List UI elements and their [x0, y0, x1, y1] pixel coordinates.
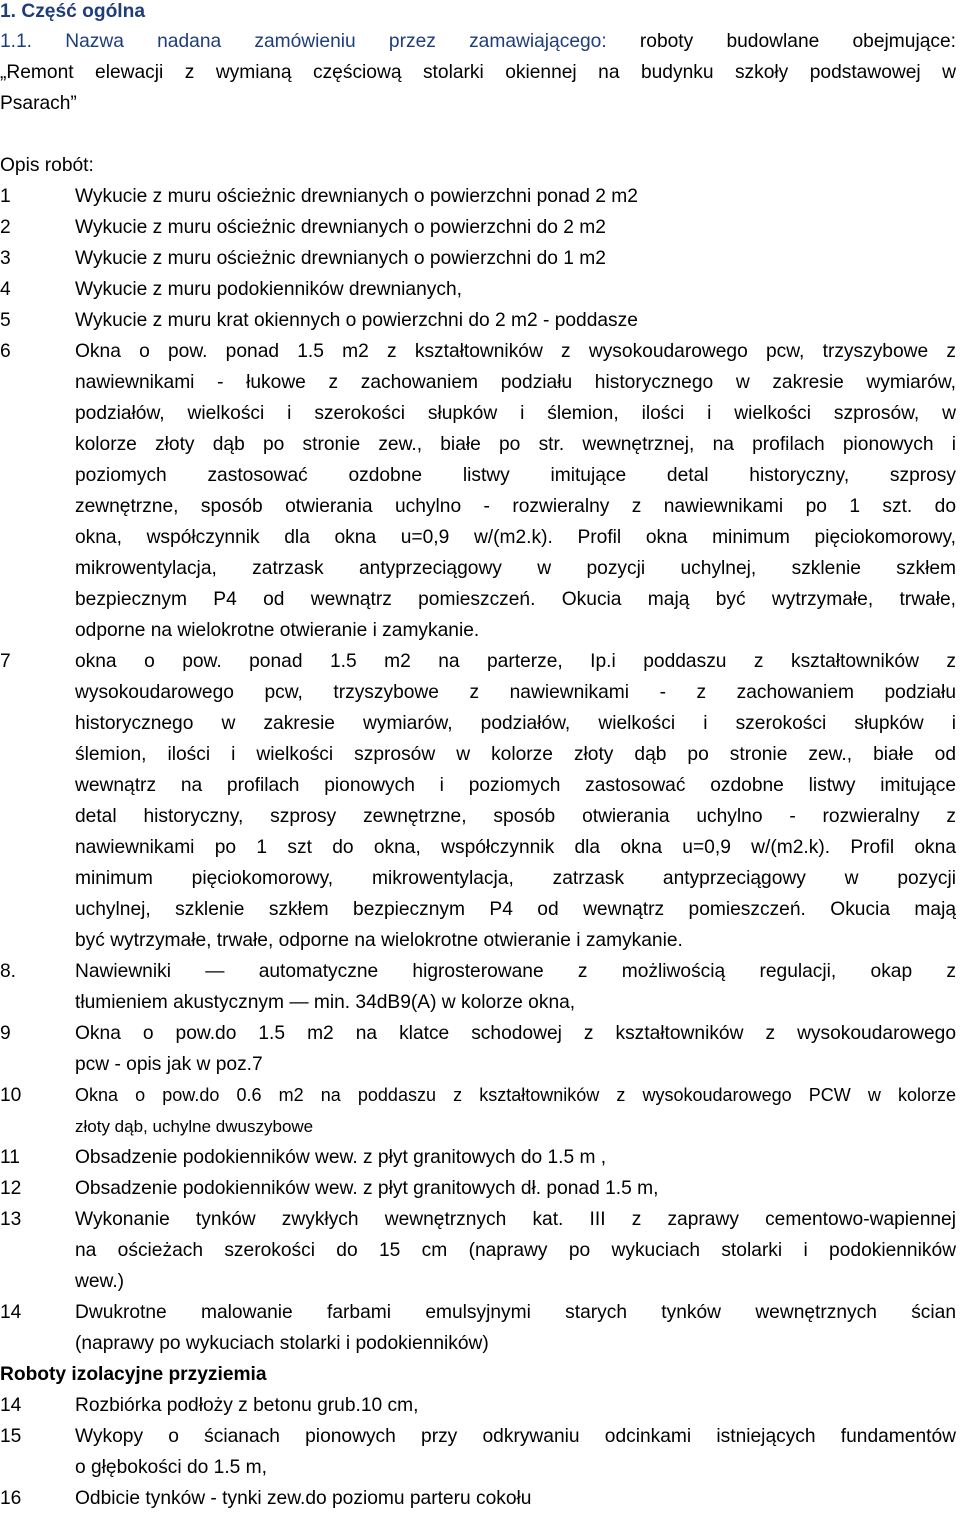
item-number: 13 — [0, 1209, 22, 1230]
insulation-item — [0, 1390, 960, 1421]
works-item — [0, 1204, 960, 1297]
item-text-line: zewnętrzne, sposób otwierania uchylno - rozwieralny z nawiewnikami po 1 szt. do — [75, 496, 956, 517]
works-item — [0, 274, 960, 305]
item-number: 5 — [0, 310, 11, 331]
item-text-line: Obsadzenie podokienników wew. z płyt granitowych dł. ponad 1.5 m, — [75, 1178, 659, 1199]
works-item — [0, 212, 960, 243]
section-heading: 1. Część ogólna — [0, 1, 146, 22]
item-text — [75, 1204, 960, 1297]
insulation-list — [0, 1390, 960, 1514]
item-text-line: okna, współczynnik dla okna u=0,9 w/(m2.k). Profil okna minimum pięciokomorowy, — [75, 527, 956, 548]
item-text-line: ślemion, ilości i wielkości szprosów w kolorze złoty dąb po stronie zew., białe od — [75, 744, 956, 765]
works-item — [0, 243, 960, 274]
item-number: 16 — [0, 1488, 22, 1509]
item-text — [75, 1421, 960, 1483]
works-item — [0, 305, 960, 336]
item-text-line: odporne na wielokrotne otwieranie i zamykanie. — [75, 620, 480, 641]
item-text-line: kolorze złoty dąb po stronie zew., białe po str. wewnętrznej, na profilach pionowych i — [75, 434, 956, 455]
works-item — [0, 181, 960, 212]
item-number: 12 — [0, 1178, 22, 1199]
works-title: Opis robót: — [0, 155, 94, 176]
works-item — [0, 1297, 960, 1359]
subheading-number: 1.1. — [0, 31, 33, 52]
subheading-label: Nazwa nadana zamówieniu przez zamawiającego: — [65, 31, 607, 52]
item-text — [75, 1390, 960, 1421]
item-text-line: Okna o pow.do 1.5 m2 na klatce schodowej z kształtowników z wysokoudarowego — [75, 1023, 956, 1044]
item-text-line: okna o pow. ponad 1.5 m2 na parterze, Ip.i poddaszu z kształtowników z — [75, 651, 956, 672]
order-name-line-3: Psarach” — [0, 93, 77, 114]
item-number: 14 — [0, 1395, 22, 1416]
works-item — [0, 1018, 960, 1080]
item-number: 14 — [0, 1302, 22, 1323]
item-text-line: nawiewnikami po 1 szt do okna, współczynnik dla okna u=0,9 w/(m2.k). Profil okna — [75, 837, 956, 858]
item-text — [75, 1297, 960, 1359]
item-number: 15 — [0, 1426, 22, 1447]
insulation-title: Roboty izolacyjne przyziemia — [0, 1364, 267, 1385]
item-text-line: uchylnej, szklenie szkłem bezpiecznym P4 od wewnątrz pomieszczeń. Okucia mają — [75, 899, 956, 920]
item-text — [75, 1173, 960, 1204]
item-number: 4 — [0, 279, 11, 300]
item-text-line: mikrowentylacja, zatrzask antyprzeciągowy w pozycji uchylnej, szklenie szkłem — [75, 558, 956, 579]
item-text-line: Wykucie z muru ościeżnic drewnianych o powierzchni do 2 m2 — [75, 217, 606, 238]
works-item — [0, 646, 960, 956]
item-number: 11 — [0, 1147, 20, 1168]
item-text-line: wysokoudarowego pcw, trzyszybowe z nawiewnikami - z zachowaniem podziału — [75, 682, 956, 703]
item-text-line: Wykopy o ścianach pionowych przy odkrywaniu odcinkami istniejących fundamentów — [75, 1426, 956, 1447]
item-text-line: (naprawy po wykuciach stolarki i podokienników) — [75, 1333, 489, 1354]
insulation-item — [0, 1421, 960, 1483]
item-number: 8. — [0, 961, 17, 982]
item-text-line: złoty dąb, uchylne dwuszybowe — [75, 1117, 314, 1136]
item-text-line: o głębokości do 1.5 m, — [75, 1457, 267, 1478]
insulation-item — [0, 1483, 960, 1514]
works-item — [0, 336, 960, 646]
item-text-line: Dwukrotne malowanie farbami emulsyjnymi starych tynków wewnętrznych ścian — [75, 1302, 956, 1323]
item-text-line: Okna o pow.do 0.6 m2 na poddaszu z kształtowników z wysokoudarowego PCW w kolorze — [75, 1085, 956, 1105]
item-text — [75, 646, 960, 956]
item-text-line: podziałów, wielkości i szerokości słupków i ślemion, ilości i wielkości szprosów, w — [75, 403, 956, 424]
item-text-line: Obsadzenie podokienników wew. z płyt granitowych do 1.5 m , — [75, 1147, 607, 1168]
item-text-line: wewnątrz na profilach pionowych i poziomych zastosować ozdobne listwy imitujące — [75, 775, 956, 796]
item-text-line: Okna o pow. ponad 1.5 m2 z kształtowników z wysokoudarowego pcw, trzyszybowe z — [75, 341, 956, 362]
item-number: 6 — [0, 341, 11, 362]
works-item — [0, 1080, 960, 1142]
item-text-line: Wykucie z muru ościeżnic drewnianych o powierzchni ponad 2 m2 — [75, 186, 638, 207]
item-text-line: tłumieniem akustycznym — min. 34dB9(A) w kolorze okna, — [75, 992, 576, 1013]
item-text-line: Wykonanie tynków zwykłych wewnętrznych kat. III z zaprawy cementowo-wapiennej — [75, 1209, 956, 1230]
item-text — [75, 956, 960, 1018]
item-text-line: nawiewnikami - łukowe z zachowaniem podziału historycznego w zakresie wymiarów, — [75, 372, 956, 393]
item-number: 10 — [0, 1085, 22, 1106]
item-text — [75, 1483, 960, 1514]
works-item — [0, 956, 960, 1018]
item-text-line: Nawiewniki — automatyczne higrosterowane z możliwością regulacji, okap z — [75, 961, 956, 982]
item-text-line: być wytrzymałe, trwałe, odporne na wielokrotne otwieranie i zamykanie. — [75, 930, 683, 951]
item-text-line: bezpiecznym P4 od wewnątrz pomieszczeń. Okucia mają być wytrzymałe, trwałe, — [75, 589, 956, 610]
item-text-line: Wykucie z muru podokienników drewnianych, — [75, 279, 462, 300]
works-item — [0, 1142, 960, 1173]
item-text-line: pcw - opis jak w poz.7 — [75, 1054, 263, 1075]
item-number: 1 — [0, 186, 11, 207]
item-text-line: detal historyczny, szprosy zewnętrzne, sposób otwierania uchylno - rozwieralny z — [75, 806, 956, 827]
works-list — [0, 181, 960, 1359]
item-text-line: Wykucie z muru krat okiennych o powierzchni do 2 m2 - poddasze — [75, 310, 638, 331]
spacer — [0, 119, 960, 150]
order-name-line-1 — [0, 26, 960, 57]
item-text — [75, 1080, 960, 1142]
item-text — [75, 243, 960, 274]
item-text — [75, 181, 960, 212]
order-name-block — [0, 26, 960, 119]
item-text-line: Rozbiórka podłoży z betonu grub.10 cm, — [75, 1395, 419, 1416]
order-name-line-2: „Remont elewacji z wymianą częściową stolarki okiennej na budynku szkoły podstawowej w — [0, 62, 956, 83]
item-text — [75, 1142, 960, 1173]
item-text-line: na ościeżach szerokości do 15 cm (naprawy po wykuciach stolarki i podokienników — [75, 1240, 956, 1261]
item-text-line: minimum pięciokomorowy, mikrowentylacja, zatrzask antyprzeciągowy w pozycji — [75, 868, 956, 889]
item-text — [75, 212, 960, 243]
item-text — [75, 274, 960, 305]
subheading-rest: roboty budowlane obejmujące: — [639, 31, 956, 52]
item-number: 7 — [0, 651, 11, 672]
item-text-line: Odbicie tynków - tynki zew.do poziomu parteru cokołu — [75, 1488, 532, 1509]
item-text-line: poziomych zastosować ozdobne listwy imitujące detal historyczny, szprosy — [75, 465, 956, 486]
item-text-line: Wykucie z muru ościeżnic drewnianych o powierzchni do 1 m2 — [75, 248, 606, 269]
item-text-line: wew.) — [75, 1271, 125, 1292]
item-number: 3 — [0, 248, 11, 269]
item-text-line: historycznego w zakresie wymiarów, podziałów, wielkości i szerokości słupków i — [75, 713, 956, 734]
item-number: 9 — [0, 1023, 11, 1044]
item-number: 2 — [0, 217, 11, 238]
item-text — [75, 1018, 960, 1080]
item-text — [75, 336, 960, 646]
works-item — [0, 1173, 960, 1204]
item-text — [75, 305, 960, 336]
